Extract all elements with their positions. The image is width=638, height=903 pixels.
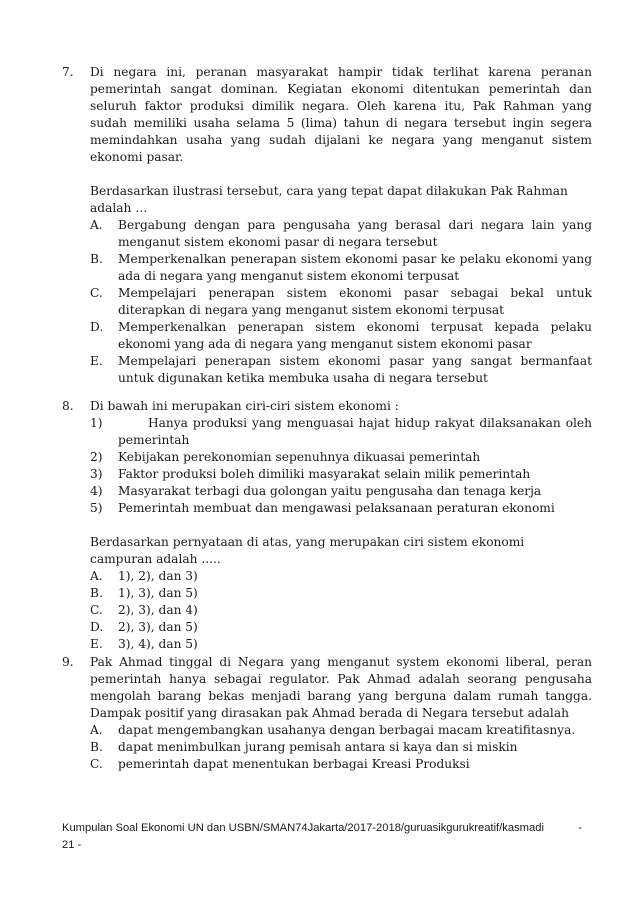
option-label: B. bbox=[90, 740, 103, 754]
option-c[interactable] bbox=[90, 285, 592, 319]
option-b[interactable] bbox=[90, 251, 592, 285]
option-d[interactable] bbox=[90, 319, 592, 353]
option-label: E. bbox=[90, 637, 103, 651]
statement-label: 3) bbox=[90, 467, 103, 481]
option-d[interactable] bbox=[90, 619, 592, 636]
option-e[interactable] bbox=[90, 353, 592, 387]
option-label: B. bbox=[90, 252, 103, 266]
option-c[interactable] bbox=[90, 756, 592, 773]
question-7 bbox=[62, 64, 592, 387]
question-stem: Di bawah ini merupakan ciri-ciri sistem ekonomi : bbox=[90, 399, 399, 413]
statement-2 bbox=[90, 449, 592, 466]
footer-dash: - bbox=[578, 822, 582, 834]
option-label: A. bbox=[90, 723, 103, 737]
option-text: 2), 3), dan 5) bbox=[118, 620, 198, 634]
question-stem: Di negara ini, peranan masyarakat hampir tidak terlihat karena peranan pemerintah sangat dominan. Kegiatan ekonomi ditentukan pemerintah dan seluruh faktor produksi dimilik negara. Oleh karena itu, Pak Rahman yang sudah memiliki usaha selama 5 (lima) tahun di negara tersebut ingin segera memindahkan usaha yang sudah dijalani ke negara yang menganut sistem ekonomi pasar. bbox=[90, 65, 592, 164]
statement-4 bbox=[90, 483, 592, 500]
option-text: Mempelajari penerapan sistem ekonomi pasar yang sangat bermanfaat untuk digunakan ketika membuka usaha di negara tersebut bbox=[118, 354, 592, 385]
option-text: Bergabung dengan para pengusaha yang berasal dari negara lain yang menganut sistem ekonomi pasar di negara tersebut bbox=[118, 218, 592, 249]
question-number: 9. bbox=[62, 655, 74, 669]
option-c[interactable] bbox=[90, 602, 592, 619]
statement-text: Faktor produksi boleh dimiliki masyarakat selain milik pemerintah bbox=[118, 467, 531, 481]
option-label: C. bbox=[90, 286, 103, 300]
question-number: 8. bbox=[62, 399, 74, 413]
statement-text: Kebijakan perekonomian sepenuhnya dikuasai pemerintah bbox=[118, 450, 481, 464]
question-number: 7. bbox=[62, 65, 74, 79]
question-prompt: Berdasarkan pernyataan di atas, yang merupakan ciri sistem ekonomi campuran adalah ..... bbox=[90, 535, 525, 566]
option-text: dapat menimbulkan jurang pemisah antara si kaya dan si miskin bbox=[118, 740, 518, 754]
option-text: 1), 2), dan 3) bbox=[118, 569, 198, 583]
statement-label: 5) bbox=[90, 501, 103, 515]
statement-text: Hanya produksi yang menguasai hajat hidup rakyat dilaksanakan oleh pemerintah bbox=[118, 416, 592, 447]
page-number: 21 - bbox=[62, 839, 82, 851]
question-9 bbox=[62, 654, 592, 773]
option-label: D. bbox=[90, 320, 104, 334]
question-stem: Pak Ahmad tinggal di Negara yang menganut system ekonomi liberal, peran pemerintah hanya sebagai regulator. Pak Ahmad adalah seorang pengusaha mengolah barang bekas menjadi barang yang berguna dalam rumah tangga. Dampak positif yang dirasakan pak Ahmad berada di Negara tersebut adalah bbox=[90, 655, 592, 720]
option-a[interactable] bbox=[90, 217, 592, 251]
option-text: 3), 4), dan 5) bbox=[118, 637, 198, 651]
option-text: 1), 3), dan 5) bbox=[118, 586, 198, 600]
question-prompt: Berdasarkan ilustrasi tersebut, cara yang tepat dapat dilakukan Pak Rahman adalah … bbox=[90, 184, 568, 215]
statement-1 bbox=[90, 415, 592, 449]
footer-source: Kumpulan Soal Ekonomi UN dan USBN/SMAN74Jakarta/2017-2018/guruasikgurukreatif/kasmadi bbox=[62, 822, 544, 834]
option-text: Memperkenalkan penerapan sistem ekonomi pasar ke pelaku ekonomi yang ada di negara yang menganut sistem ekonomi terpusat bbox=[118, 252, 592, 283]
statement-label: 4) bbox=[90, 484, 103, 498]
option-label: A. bbox=[90, 218, 103, 232]
option-e[interactable] bbox=[90, 636, 592, 653]
option-b[interactable] bbox=[90, 585, 592, 602]
option-b[interactable] bbox=[90, 739, 592, 756]
option-text: Memperkenalkan penerapan sistem ekonomi terpusat kepada pelaku ekonomi yang ada di negara yang menganut sistem ekonomi pasar bbox=[118, 320, 592, 351]
page-footer bbox=[62, 820, 582, 854]
option-a[interactable] bbox=[90, 722, 592, 739]
option-label: D. bbox=[90, 620, 104, 634]
statement-label: 1) bbox=[90, 416, 103, 430]
statement-label: 2) bbox=[90, 450, 103, 464]
statement-3 bbox=[90, 466, 592, 483]
option-label: E. bbox=[90, 354, 103, 368]
option-label: C. bbox=[90, 603, 103, 617]
option-label: C. bbox=[90, 757, 103, 771]
option-text: 2), 3), dan 4) bbox=[118, 603, 198, 617]
statement-5 bbox=[90, 500, 592, 517]
option-text: dapat mengembangkan usahanya dengan berbagai macam kreatifitasnya. bbox=[118, 723, 576, 737]
option-label: A. bbox=[90, 569, 103, 583]
option-a[interactable] bbox=[90, 568, 592, 585]
option-text: pemerintah dapat menentukan berbagai Kreasi Produksi bbox=[118, 757, 470, 771]
statement-text: Pemerintah membuat dan mengawasi pelaksanaan peraturan ekonomi bbox=[118, 501, 555, 515]
statement-text: Masyarakat terbagi dua golongan yaitu pengusaha dan tenaga kerja bbox=[118, 484, 542, 498]
option-text: Mempelajari penerapan sistem ekonomi pasar sebagai bekal untuk diterapkan di negara yang menganut sistem ekonomi terpusat bbox=[118, 286, 592, 317]
question-8 bbox=[62, 398, 592, 653]
option-label: B. bbox=[90, 586, 103, 600]
